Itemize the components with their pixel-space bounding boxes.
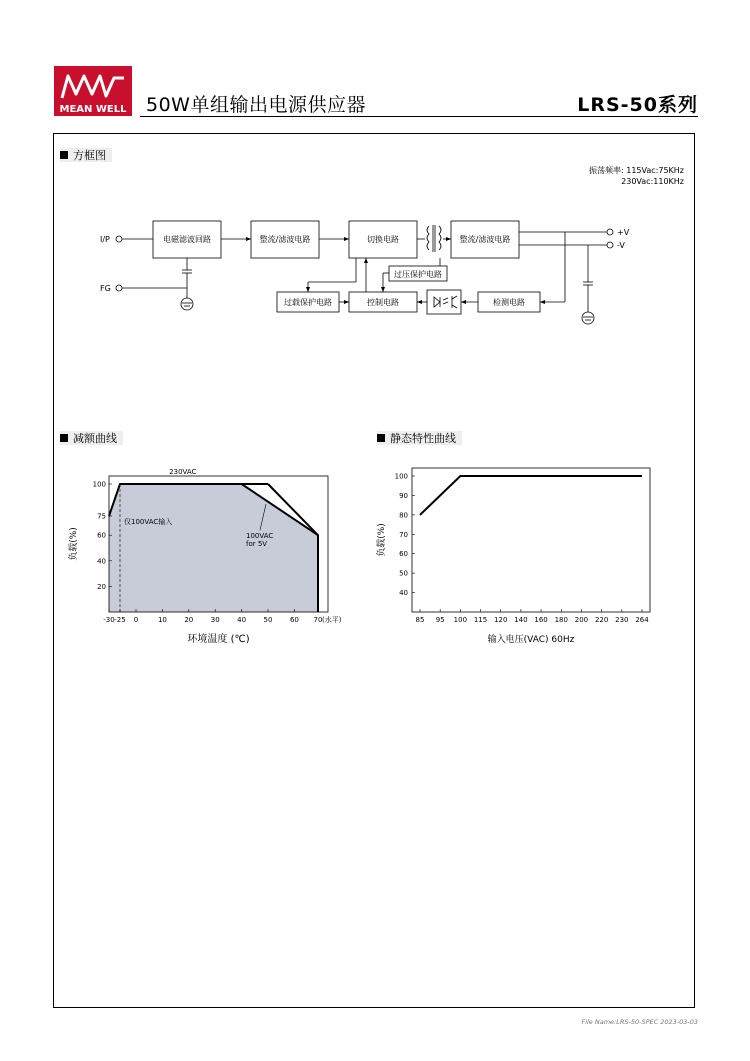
derating-title: 减额曲线 bbox=[73, 432, 117, 445]
footer-filename: File Name:LRS-50-SPEC 2023-03-03 bbox=[581, 1018, 698, 1026]
x-tick-label: 95 bbox=[435, 616, 445, 624]
logo-text: MEAN WELL bbox=[59, 104, 127, 115]
y-tick-label: 80 bbox=[399, 511, 408, 520]
x-tick-label: 100 bbox=[453, 616, 468, 624]
x-tick-label: 120 bbox=[494, 616, 508, 624]
static-heading bbox=[377, 431, 462, 445]
x-tick-label: 70 bbox=[313, 616, 323, 624]
static-title: 静态特性曲线 bbox=[390, 432, 456, 445]
x-axis-label: 环境温度 (℃) bbox=[187, 634, 250, 645]
y-tick-label: 40 bbox=[97, 557, 106, 566]
x-tick-label: 220 bbox=[594, 616, 609, 624]
block-ovp: 过压保护电路 bbox=[394, 270, 442, 279]
block-control: 控制电路 bbox=[367, 298, 399, 307]
x-tick-label: 60 bbox=[289, 616, 299, 624]
y-tick-label: 60 bbox=[399, 550, 408, 559]
block-diagram-title: 方框图 bbox=[73, 149, 106, 162]
x-tick-label: 200 bbox=[574, 616, 589, 624]
annotation-100vac-5v-1: 100VAC bbox=[246, 532, 274, 541]
annotation-230vac: 230VAC bbox=[169, 468, 197, 476]
y-tick-label: 40 bbox=[399, 589, 408, 598]
x-tick-label: 180 bbox=[554, 616, 568, 624]
x-tick-label: 85 bbox=[415, 616, 425, 624]
block-diagram bbox=[0, 0, 750, 340]
static-chart bbox=[370, 460, 670, 660]
x-axis-label: 输入电压(VAC) 60Hz bbox=[487, 635, 575, 645]
annotation-100vac-only: 仅100VAC输入 bbox=[124, 518, 173, 526]
page-title: 50W单组输出电源供应器 bbox=[146, 94, 366, 116]
label-fg: FG bbox=[100, 284, 111, 293]
label-minus-v: -V bbox=[617, 241, 625, 250]
block-rect-input: 整流/滤波电路 bbox=[259, 235, 311, 244]
x-tick-label: 230 bbox=[615, 616, 629, 624]
y-tick-label: 90 bbox=[399, 491, 408, 500]
x-tick-label: 30 bbox=[210, 616, 220, 624]
x-tick-label: 140 bbox=[514, 616, 528, 624]
y-tick-label: 50 bbox=[399, 569, 408, 578]
block-emi: 电磁滤波回路 bbox=[163, 235, 211, 244]
x-tick-label: 40 bbox=[237, 616, 247, 624]
static-plot-frame bbox=[412, 468, 650, 612]
block-detect: 检测电路 bbox=[493, 298, 525, 307]
heading-square bbox=[377, 434, 385, 442]
label-ip: I/P bbox=[100, 235, 110, 244]
y-tick-label: 60 bbox=[97, 531, 106, 540]
annotation-100vac-5v-2: for 5V bbox=[246, 540, 268, 549]
model-name: LRS-50系列 bbox=[577, 94, 698, 116]
y-axis-label: 负载(%) bbox=[69, 527, 79, 561]
y-tick-label: 100 bbox=[394, 472, 408, 481]
y-tick-label: 70 bbox=[399, 530, 408, 539]
x-tick-label: 0 bbox=[133, 616, 139, 624]
block-olp: 过载保护电路 bbox=[284, 298, 332, 307]
x-tick-label: 20 bbox=[184, 616, 194, 624]
block-switch: 切换电路 bbox=[367, 235, 399, 244]
osc-230: 230Vac:110KHz bbox=[621, 177, 684, 186]
x-tick-label: 50 bbox=[263, 616, 273, 624]
x-tick-label: 115 bbox=[473, 616, 488, 624]
x-tick-label: 160 bbox=[534, 616, 548, 624]
y-tick-label: 100 bbox=[92, 480, 106, 489]
static-series-line bbox=[420, 476, 642, 515]
y-tick-label: 20 bbox=[97, 582, 106, 591]
x-tick-label: 264 bbox=[635, 616, 649, 624]
x-tick-label: -25 bbox=[114, 616, 126, 624]
derating-heading bbox=[60, 431, 123, 445]
heading-square bbox=[60, 434, 68, 442]
block-rect-output: 整流/滤波电路 bbox=[459, 235, 511, 244]
osc-label: 振荡频率: bbox=[588, 166, 624, 175]
x-unit-label: (水平) bbox=[322, 616, 342, 624]
label-plus-v: +V bbox=[617, 228, 630, 237]
x-tick-label: 10 bbox=[157, 616, 167, 624]
y-tick-label: 75 bbox=[97, 512, 106, 521]
derating-chart bbox=[60, 460, 360, 660]
x-tick-label: -30 bbox=[103, 616, 115, 624]
osc-115: 115Vac:75KHz bbox=[626, 166, 684, 175]
y-axis-label: 负载(%) bbox=[377, 523, 387, 557]
